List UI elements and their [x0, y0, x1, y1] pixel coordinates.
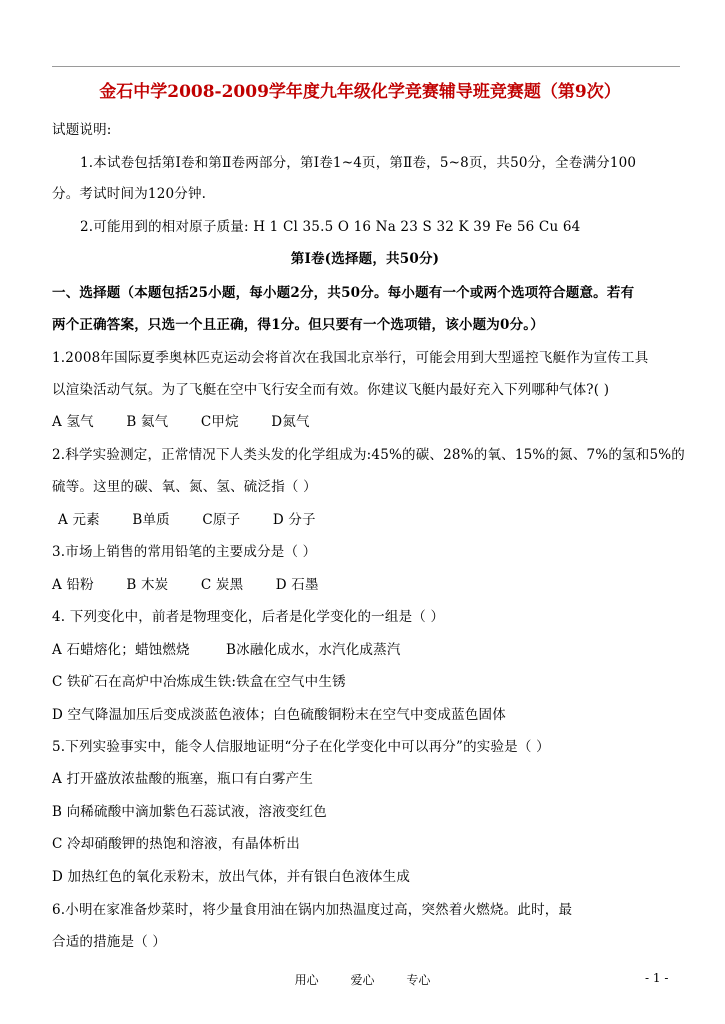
option-c: C甲烷 — [200, 414, 239, 430]
page-number: - 1 - — [645, 971, 669, 985]
option-b: B单质 — [132, 512, 170, 528]
question-1-stem: 以渲染活动气氛。为了飞艇在空中飞行安全而有效。你建议飞艇内最好充入下列哪种气体?( ) — [52, 382, 610, 398]
question-5-option-c: C 冷却硝酸钾的热饱和溶液，有晶体析出 — [52, 836, 300, 852]
option-c: C 炭黑 — [200, 577, 244, 593]
header-rule — [52, 66, 680, 67]
instruction-line: 2.可能用到的相对原子质量: H 1 Cl 35.5 O 16 Na 23 S 32 K 39 Fe 56 Cu 64 — [80, 219, 581, 235]
option-d: D氮气 — [271, 414, 310, 430]
page-title: 金石中学2008-2009学年度九年级化学竞赛辅导班竞赛题（第9次） — [99, 82, 621, 102]
question-4-option-d: D 空气降温加压后变成淡蓝色液体；白色硫酸铜粉末在空气中变成蓝色固体 — [52, 707, 506, 723]
question-6-stem: 6.小明在家准备炒菜时，将少量食用油在锅内加热温度过高，突然着火燃烧。此时，最 — [52, 902, 573, 918]
question-1-stem: 1.2008年国际夏季奥林匹克运动会将首次在我国北京举行，可能会用到大型遥控飞艇作为宣传工具 — [52, 350, 649, 366]
question-2-options — [58, 508, 344, 528]
question-2-stem: 硫等。这里的碳、氧、氮、氢、硫泛指（ ） — [52, 479, 317, 495]
instruction-line: 分。考试时间为120分钟. — [52, 186, 207, 202]
question-4-stem: 4. 下列变化中，前者是物理变化，后者是化学变化的一组是（ ） — [52, 609, 445, 625]
option-b: B 氦气 — [126, 414, 169, 430]
intro-label: 试题说明: — [52, 122, 112, 138]
question-4-option-c: C 铁矿石在高炉中冶炼成生铁:铁盒在空气中生锈 — [52, 674, 346, 690]
question-6-stem: 合适的措施是（ ） — [52, 934, 167, 950]
option-a: A 铅粉 — [52, 577, 94, 593]
footer-word: 爱心 — [350, 973, 375, 987]
question-5-option-d: D 加热红色的氧化汞粉末，放出气体，并有银白色液体生成 — [52, 869, 411, 885]
question-3-stem: 3.市场上销售的常用铅笔的主要成分是（ ） — [52, 544, 317, 560]
footer-motto — [0, 971, 725, 988]
option-c: C原子 — [202, 512, 241, 528]
section-intro-line: 两个正确答案，只选一个且正确，得1分。但只要有一个选项错，该小题为0分。） — [52, 317, 544, 333]
question-5-option-a: A 打开盛放浓盐酸的瓶塞，瓶口有白雾产生 — [52, 771, 314, 787]
instruction-line: 1.本试卷包括第Ⅰ卷和第Ⅱ卷两部分，第Ⅰ卷1~4页，第Ⅱ卷，5~8页，共50分，全卷满分100 — [80, 155, 637, 171]
question-2-stem: 2.科学实验测定，正常情况下人类头发的化学组成为:45%的碳、28%的氧、15%的氮、7%的氢和5%的 — [52, 447, 685, 463]
question-4-option-a: A 石蜡熔化；蜡蚀燃烧 — [52, 642, 190, 658]
question-3-options — [52, 573, 347, 593]
question-4-option-b: B冰融化成水，水汽化成蒸汽 — [226, 642, 401, 658]
option-b: B 木炭 — [126, 577, 169, 593]
option-a: A 氢气 — [52, 414, 94, 430]
option-d: D 石墨 — [275, 577, 319, 593]
option-d: D 分子 — [272, 512, 316, 528]
question-1-options — [52, 410, 338, 430]
footer-word: 用心 — [294, 973, 319, 987]
question-5-stem: 5.下列实验事实中，能令人信服地证明“分子在化学变化中可以再分”的实验是（ ） — [52, 739, 550, 755]
section-intro-line: 一、选择题（本题包括25小题，每小题2分，共50分。每小题有一个或两个选项符合题意。若有 — [52, 285, 635, 301]
section-title: 第Ⅰ卷(选择题，共50分) — [290, 251, 440, 267]
option-a: A 元素 — [58, 512, 100, 528]
question-5-option-b: B 向稀硫酸中滴加紫色石蕊试液，溶液变红色 — [52, 804, 327, 820]
footer-word: 专心 — [406, 973, 431, 987]
